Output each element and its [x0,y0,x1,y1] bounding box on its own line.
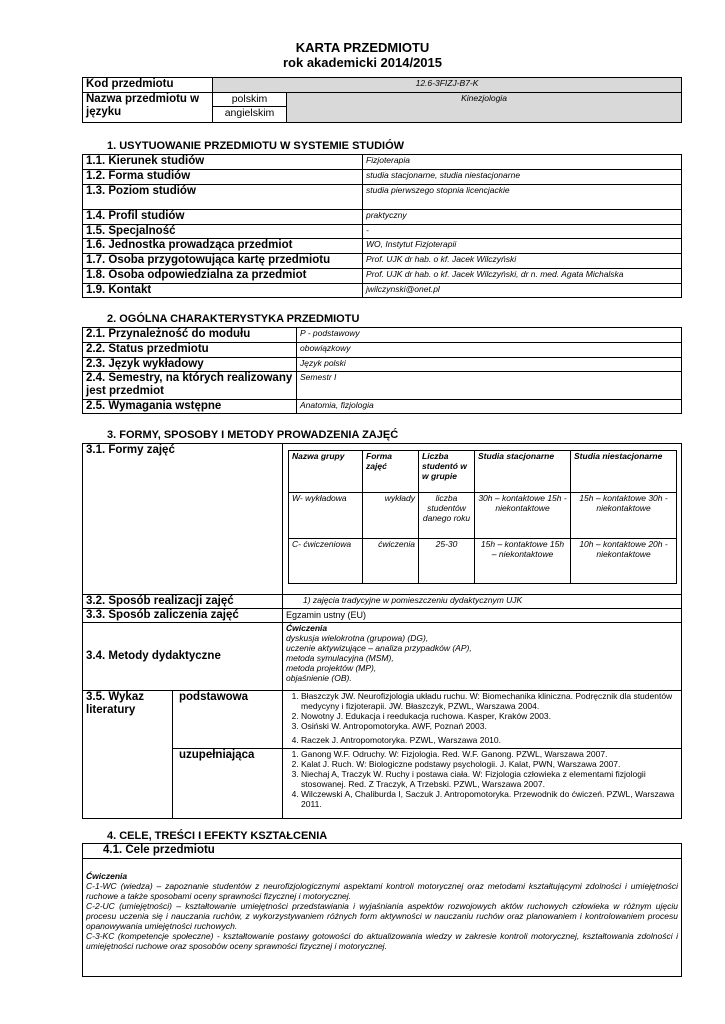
s1-label: 1.7. Osoba przygotowująca kartę przedmiotu [83,254,363,269]
section-3-heading: 3. FORMY, SPOSOBY I METODY PROWADZENIA ZAJĘĆ [107,429,399,441]
metody-line: uczenie aktywizujące – analiza przypadków (AP), [286,643,472,653]
cell: ćwiczenia [363,539,419,584]
formy-cell [283,444,682,595]
th-stacjonarne: Studia stacjonarne [475,451,571,493]
s1-label: 1.8. Osoba odpowiedzialna za przedmiot [83,269,363,284]
cell: C- ćwiczeniowa [289,539,363,584]
section-2-heading: 2. OGÓLNA CHARAKTERYSTYKA PRZEDMIOTU [107,313,360,325]
th-niestacjonarne: Studia niestacjonarne [571,451,677,493]
th-nazwa: Nazwa grupy [289,451,363,493]
s2-value: obowiązkowy [297,343,682,358]
section-1-heading: 1. USYTUOWANIE PRZEDMIOTU W SYSTEMIE STUDIÓW [107,140,405,152]
s1-label: 1.1. Kierunek studiów [83,155,363,170]
s1-value: praktyczny [363,210,682,225]
lit-item: 1. Błaszczyk JW. Neurofizjologia układu ruchu. W: Biomechanika kliniczna. Podręcznik dla studentów medycyny i fizjoterapii. JW. Błaszczyk, PZWL, Warszawa 2004. [301,691,678,711]
cell: 15h – kontaktowe 15h – niekontaktowe [475,539,571,584]
s1-value: - [363,225,682,239]
doc-title: KARTA PRZEDMIOTU [295,40,430,55]
zaliczenie-label: 3.3. Sposób zaliczenia zajęć [83,609,283,623]
metody-title: Ćwiczenia [286,623,328,633]
lit-item: 1. Ganong W.F. Odruchy. W: Fizjologia. Red. W.F. Ganong. PZWL, Warszawa 2007. [301,749,678,759]
cele-cw: Ćwiczenia [86,871,128,881]
wykaz-label: 3.5. Wykaz literatury [83,691,173,819]
metody-line: metoda projektów (MP), [286,663,377,673]
s1-label: 1.3. Poziom studiów [83,185,363,210]
cell: 10h – kontaktowe 20h - niekontaktowe [571,539,677,584]
section-2-table [82,327,682,414]
formy-label: 3.1. Formy zajęć [83,444,283,595]
th-forma: Forma zajęć [363,451,419,493]
uzupelniajaca-label: uzupełniająca [173,749,283,819]
s1-value: studia pierwszego stopnia licencjackie [363,185,682,210]
s1-value: Prof. UJK dr hab. o kf. Jacek Wilczyński [363,254,682,269]
s1-label: 1.2. Forma studiów [83,170,363,185]
metody-label: 3.4. Metody dydaktyczne [83,623,283,691]
doc-year: rok akademicki 2014/2015 [282,55,442,70]
cel-item: C-2-UC (umiejętności) – kształtowanie umiejętności przedstawiania i wyjaśniania aspektów rozwojowych aktów ruchowych człowieka w różnym ujęciu procesu uczenia się i nauczania ruchów, z wykorzystywaniem różnych form aktywności w nauczaniu ruchów oraz planowaniem i kontrolowaniem procesu opanowywania umiejętności ruchowych. [86,901,678,931]
section-3-table [82,443,682,819]
lit-item: 4. Wilczewski A, Chaliburda I, Saczuk J. Antropomotoryka. Przewodnik do ćwiczeń. PZWL, Warszawa 2011. [301,789,678,809]
kod-value: 12.6-3FIZJ-B7-K [213,78,682,93]
s1-label: 1.4. Profil studiów [83,210,363,225]
metody-line: objaśnienie (OB). [286,673,352,683]
formy-table [288,450,677,584]
s1-label: 1.5. Specjalność [83,225,363,239]
nazwa-pl: Kinezjologia [461,93,507,103]
s2-value: Anatomia, fizjologia [297,400,682,414]
s2-label: 2.4. Semestry, na których realizowany jest przedmiot [83,372,297,400]
s1-value: WO, Instytut Fizjoterapii [363,239,682,254]
metody-line: metoda symulacyjna (MSM), [286,653,394,663]
lit-item: 3. Osiński W. Antropomotoryka. AWF, Poznań 2003. [301,721,678,731]
s1-value: jwilczynski@onet.pl [363,284,682,298]
lit-item: 2. Kalat J. Ruch. W: Biologiczne podstawy psychologii. J. Kalat, PWN, Warszawa 2007. [301,759,678,769]
s1-value: Prof. UJK dr hab. o kf. Jacek Wilczyński, dr n. med. Agata Michalska [363,269,682,284]
s2-value: Semestr I [297,372,682,400]
cel-item: C-3-KC (kompetencje społeczne) - kształtowanie postawy gotowości do aktualizowania wiedzy w zakresie kontroli motorycznej, kształtowania zdolności i umiejętności ruchowe oraz sposobów oceny sprawności fizycznej i motorycznej. [86,931,678,951]
top-table [82,77,682,123]
s2-value: Język polski [297,358,682,372]
lit-item: 3. Niechaj A, Traczyk W. Ruchy i postawa ciała. W: Fizjologia człowieka z elementami fizjologii stosowanej. Red. Z Traczyk, A Trzebski. PZWL, Warszawa 2007. [301,769,678,789]
metody-value [283,623,682,691]
lang-pl: polskim [213,93,287,107]
s2-label: 2.1. Przynależność do modułu [83,328,297,343]
nazwa-label: Nazwa przedmiotu w języku [83,93,213,123]
cele-sub: 4.1. Cele przedmiotu [83,844,682,859]
sposob-label: 3.2. Sposób realizacji zajęć [83,595,283,609]
s1-label: 1.9. Kontakt [83,284,363,298]
sposob-value: 1) zajęcia tradycyjne w pomieszczeniu dydaktycznym UJK [283,595,682,609]
s2-label: 2.5. Wymagania wstępne [83,400,297,414]
cel-item: C-1-WC (wiedza) – zapoznanie studentów z neurofizjologicznymi aspektami kontroli motorycznej oraz metodami kształtującymi zdolności i umiejętności ruchowe a także sposobami oceny sprawności fizycznej i motorycznej. [86,881,678,901]
section-1-table [82,154,682,298]
cell: 25-30 [419,539,475,584]
th-liczba: Liczba studentó w w grupie [419,451,475,493]
metody-line: dyskusja wielokrotna (grupowa) (DG), [286,633,429,643]
cell: wykłady [363,493,419,539]
cell: 30h – kontaktowe 15h - niekontaktowe [475,493,571,539]
section-4-heading: 4. CELE, TREŚCI I EFEKTY KSZTAŁCENIA [107,830,328,842]
s1-value: Fizjoterapia [363,155,682,170]
kod-label: Kod przedmiotu [83,78,213,93]
lit-item: 2. Nowotny J. Edukacja i reedukacja ruchowa. Kasper, Kraków 2003. [301,711,678,721]
podstawowa-list [283,691,682,749]
s2-value: P - podstawowy [297,328,682,343]
cell: 15h – kontaktowe 30h - niekontaktowe [571,493,677,539]
zaliczenie-value: Egzamin ustny (EU) [283,609,682,623]
section-4-table [82,843,682,977]
s1-label: 1.6. Jednostka prowadząca przedmiot [83,239,363,254]
uzupelniajaca-list [283,749,682,819]
s2-label: 2.2. Status przedmiotu [83,343,297,358]
lang-en: angielskim [213,107,287,123]
s1-value: studia stacjonarne, studia niestacjonarne [363,170,682,185]
lit-item: 4. Raczek J. Antropomotoryka. PZWL, Warszawa 2010. [301,735,678,745]
s2-label: 2.3. Język wykładowy [83,358,297,372]
nazwa-values [287,93,682,123]
podstawowa-label: podstawowa [173,691,283,749]
cell: W- wykładowa [289,493,363,539]
cell: liczba studentów danego roku [419,493,475,539]
cele-body [83,859,682,977]
